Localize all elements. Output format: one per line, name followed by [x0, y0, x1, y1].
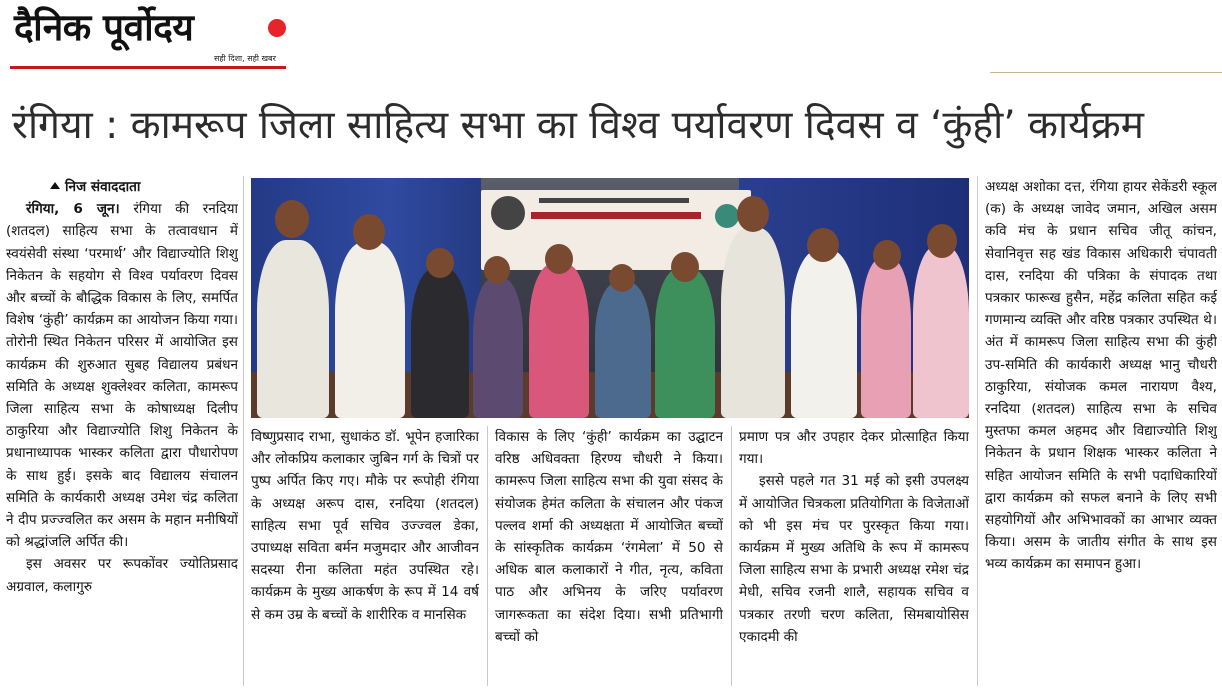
article-column-5 [985, 176, 1217, 688]
column-divider [977, 176, 978, 686]
event-photo [251, 178, 969, 418]
column-3-paragraph-1: विकास के लिए ‘कुंही’ कार्यक्रम का उद्घाटन वरिष्ठ अधिवक्ता हिरण्य चौधरी ने किया। कामरूप जिला साहित्य सभा की युवा संसद के संयोजक हेमंत कलिता के संचालन और पंकज पल्लव शर्मा की अध्यक्षता में आयोजित बच्चों के सांस्कृतिक कार्यक्रम ‘रंगमेला’ में 50 से अधिक बाल कलाकारों ने गीत, नृत्य, कविता पाठ और अभिनय के जरिए पर्यावरण जागरूकता का संदेश दिया। सभी प्रतिभागी बच्चों को [495, 429, 723, 645]
article-column-4 [739, 426, 969, 688]
header-divider [990, 72, 1222, 73]
column-1-paragraph-1: रंगिया, 6 जून। रंगिया की रनदिया (शतदल) साहित्य सभा के तत्वावधान में स्वयंसेवी संस्था ‘परमार्थ’ और विद्याज्योति शिशु निकेतन के सहयोग से विश्व पर्यावरण दिवस और बच्चों के बौद्धिक विकास के लिए, समर्पित विशेष ‘कुंही’ कार्यक्रम का आयोजन किया गया। तोरोनी स्थित निकेतन परिसर में आयोजित इस कार्यक्रम की शुरुआत सुबह विद्यालय प्रबंधन समिति के अध्यक्ष शुक्लेश्वर कलिता, कामरूप जिला साहित्य सभा के कोषाध्यक्ष दिलीप ठाकुरिया और विद्याज्योति शिशु निकेतन के प्रधानाध्यापक भास्कर कलिता द्वारा पौधारोपण के साथ हुई। इसके बाद विद्यालय संचालन समिति के कार्यकारी अध्यक्ष उमेश चंद्र कलिता ने दीप प्रज्ज्वलित कर असम के महान मनीषियों को श्रद्धांजलि अर्पित की। [6, 201, 238, 551]
dateline: रंगिया, 6 जून। [26, 201, 120, 218]
masthead [14, 6, 286, 74]
article-column-3 [495, 426, 723, 688]
column-divider [731, 426, 732, 686]
column-4-paragraph-1: प्रमाण पत्र और उपहार देकर प्रोत्साहित किया गया। [739, 429, 969, 468]
byline: निज संवाददाता [6, 176, 238, 198]
logo-tagline: सही दिशा, सही खबर [214, 54, 276, 63]
column-2-paragraph-1: विष्णुप्रसाद राभा, सुधाकंठ डॉ. भूपेन हजारिका और लोकप्रिय कलाकार जुबिन गर्ग के चित्रों पर पुष्प अर्पित किए गए। मौके पर रूपोही रंगिया के अध्यक्ष अरूप दास, रनदिया (शतदल) साहित्य सभा पूर्व सचिव उज्ज्वल डेका, उपाध्यक्ष सविता बर्मन मजुमदार और आजीवन सदस्या रीना कलिता महंत उपस्थित रहे। कार्यक्रम के मुख्य आकर्षण के रूप में 14 वर्ष से कम उम्र के बच्चों के शारीरिक व मानसिक [251, 429, 479, 623]
article-column-2 [251, 426, 479, 688]
newspaper-logo[interactable]: दैनिक पूर्वोदय [14, 6, 194, 49]
article-column-1 [6, 176, 238, 688]
column-divider [243, 176, 244, 686]
masthead-rule [10, 66, 286, 69]
column-divider [487, 426, 488, 686]
triangle-icon [50, 182, 60, 189]
column-4-paragraph-2: इससे पहले गत 31 मई को इसी उपलक्ष्य में आयोजित चित्रकला प्रतियोगिता के विजेताओं को भी इस मंच पर पुरस्कृत किया गया। कार्यक्रम में मुख्य अतिथि के रूप में कामरूप जिला साहित्य सभा के प्रभारी अध्यक्ष रमेश चंद्र मेधी, सचिव रजनी शालै, सहायक सचिव व पत्रकार तरणी चरण कलिता, सिमबायोसिस एकादमी की [739, 473, 969, 645]
article-headline: रंगिया : कामरूप जिला साहित्य सभा का विश्व पर्यावरण दिवस व ‘कुंही’ कार्यक्रम [12, 103, 1144, 148]
logo-dot-icon [268, 19, 286, 37]
stage-banner [481, 190, 751, 270]
column-1-paragraph-2: इस अवसर पर रूपकोंवर ज्योतिप्रसाद अग्रवाल, कलागुरु [6, 556, 238, 595]
column-5-paragraph-1: अध्यक्ष अशोका दत्त, रंगिया हायर सेकेंडरी स्कूल (क) के अध्यक्ष जावेद जमान, अखिल असम कवि मंच के प्रधान सचिव जीतू कांचन, सेवानिवृत्त सह खंड विकास अधिकारी चंपावती दास, रनदिया की पत्रिका के संपादक तथा पत्रकार फारूख हुसैन, महेंद्र कलिता सहित कई गणमान्य व्यक्ति और वरिष्ठ पत्रकार उपस्थित थे। अंत में कामरूप जिला साहित्य सभा की कुंही उप-समिति की कार्यकारी अध्यक्ष भानु चौधरी ठाकुरिया, संयोजक कमल नारायण वैश्य, रनदिया (शतदल) साहित्य सभा के सचिव मुस्तफा कमल अहमद और विद्याज्योति शिशु निकेतन के प्रधान शिक्षक भास्कर कलिता ने सहित आयोजन समिति के सभी पदाधिकारियों द्वारा कार्यक्रम को सफल बनाने के लिए सभी सहयोगियों और अभिभावकों का आभार व्यक्त किया। असम के जातीय संगीत के साथ इस भव्य कार्यक्रम का समापन हुआ। [985, 179, 1217, 573]
